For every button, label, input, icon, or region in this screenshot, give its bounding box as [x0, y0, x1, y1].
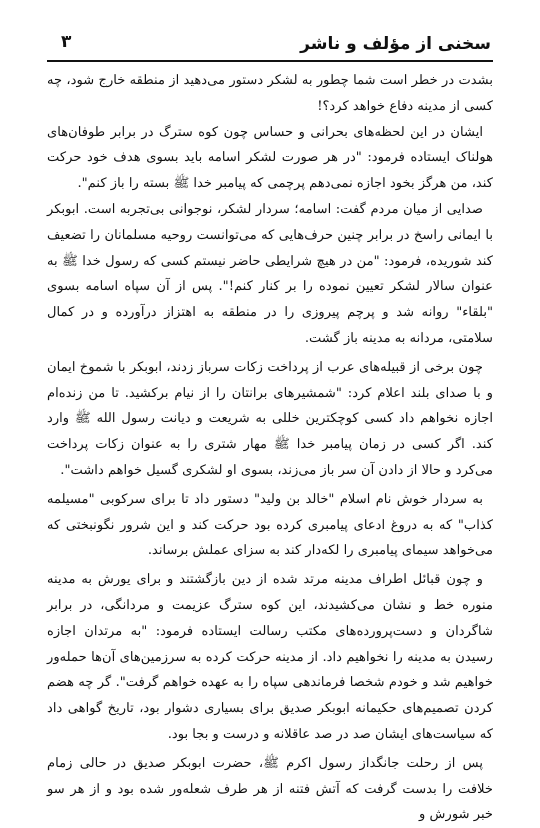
- page-number: ۳: [61, 32, 72, 52]
- paragraph: و چون قبائل اطراف مدینه مرتد شده از دین بازگشتند و برای یورش به مدینه منوره خط و نشان می‌کشیدند، این کوه سترگ عزیمت و مردانگی، در برابر شاگردان و دست‌پرورده‌های مکتب رسالت ایستاده فرمود: "به مرتدان اجازه رسیدن به مدینه را نخواهیم داد. از مدینه حرکت کرده به سرزمین‌های آن‌ها حمله‌ور خواهیم شد و خودم شخصا فرماندهی سپاه را به عهده خواهم گرفت". گر چه هضم کردن تصمیم‌های حکیمانه ابوبکر صدیق برای بسیاری دشوار بود، تاریخ گواهی داد که سیاست‌های ایشان صد در صد عاقلانه و درست و بجا بود.: [47, 572, 493, 742]
- paragraph: به سردار خوش نام اسلام "خالد بن ولید" دستور داد تا برای سرکوبی "مسیلمه کذاب" که به دروغ ادعای پیامبری کرده بود حرکت کند و این شرور نگونبختی که می‌خواهد سیمای پیامبری را لکه‌دار کند به سزای عملش برساند.: [47, 491, 493, 559]
- paragraph: پس از رحلت جانگداز رسول اکرم ﷺ، حضرت ابوبکر صدیق در حالی زمام خلافت را بدست گرفت که آتش فتنه از هر طرف شعله‌ور شده بود و از هر سو خبر شورش و: [47, 755, 493, 823]
- paragraph: چون برخی از قبیله‌های عرب از پرداخت زکات سرباز زدند، ابوبکر با شموخ ایمان و با صدای بلند اعلام کرد: "شمشیرهای برانتان را از نیام برکشید. تا من زنده‌ام اجازه نخواهم داد کسی کوچکترین خللی به شریعت و دیانت رسول الله ﷺ وارد کند. اگر کسی در زمان پیامبر خدا ﷺ مهار شتری را به عنوان زکات پرداخت می‌کرد و حالا از دادن آن سر باز می‌زند، بسوی او لشکری گسیل خواهم داشت".: [47, 359, 493, 478]
- page-header: [47, 30, 493, 62]
- paragraph: بشدت در خطر است شما چطور به لشکر دستور می‌دهید از منطقه خارج شود، چه کسی از مدینه دفاع خواهد کرد؟!: [47, 73, 493, 114]
- chapter-title: سخنی از مؤلف و ناشر: [300, 34, 491, 54]
- paragraph: ایشان در این لحظه‌های بحرانی و حساس چون کوه سترگ در برابر طوفان‌های هولناک ایستاده فرمود: "در هر صورت لشکر اسامه باید بسوی هدف خود حرکت کند، من هرگز بخود اجازه نمی‌دهم پرچمی که پیامبر خدا ﷺ بسته را باز کنم".: [47, 124, 493, 192]
- body-text: [47, 68, 493, 828]
- paragraph: صدایی از میان مردم گفت: اسامه؛ سردار لشکر، نوجوانی بی‌تجربه است. ابوبکر با ایمانی راسخ در برابر چنین حرف‌هایی که می‌توانست روحیه مسلمانان را تضعیف کند شوریده، فرمود: "من در هیچ شرایطی حاضر نیستم کسی که رسول خدا ﷺ به عنوان سالار لشکر تعیین نموده را بر کنار کنم!". پس از آن سپاه اسامه بسوی "بلقاء" روانه شد و پرچم پیروزی را در منطقه به اهتزاز درآورده و در کمال سلامتی، مردانه به مدینه باز گشت.: [47, 201, 493, 346]
